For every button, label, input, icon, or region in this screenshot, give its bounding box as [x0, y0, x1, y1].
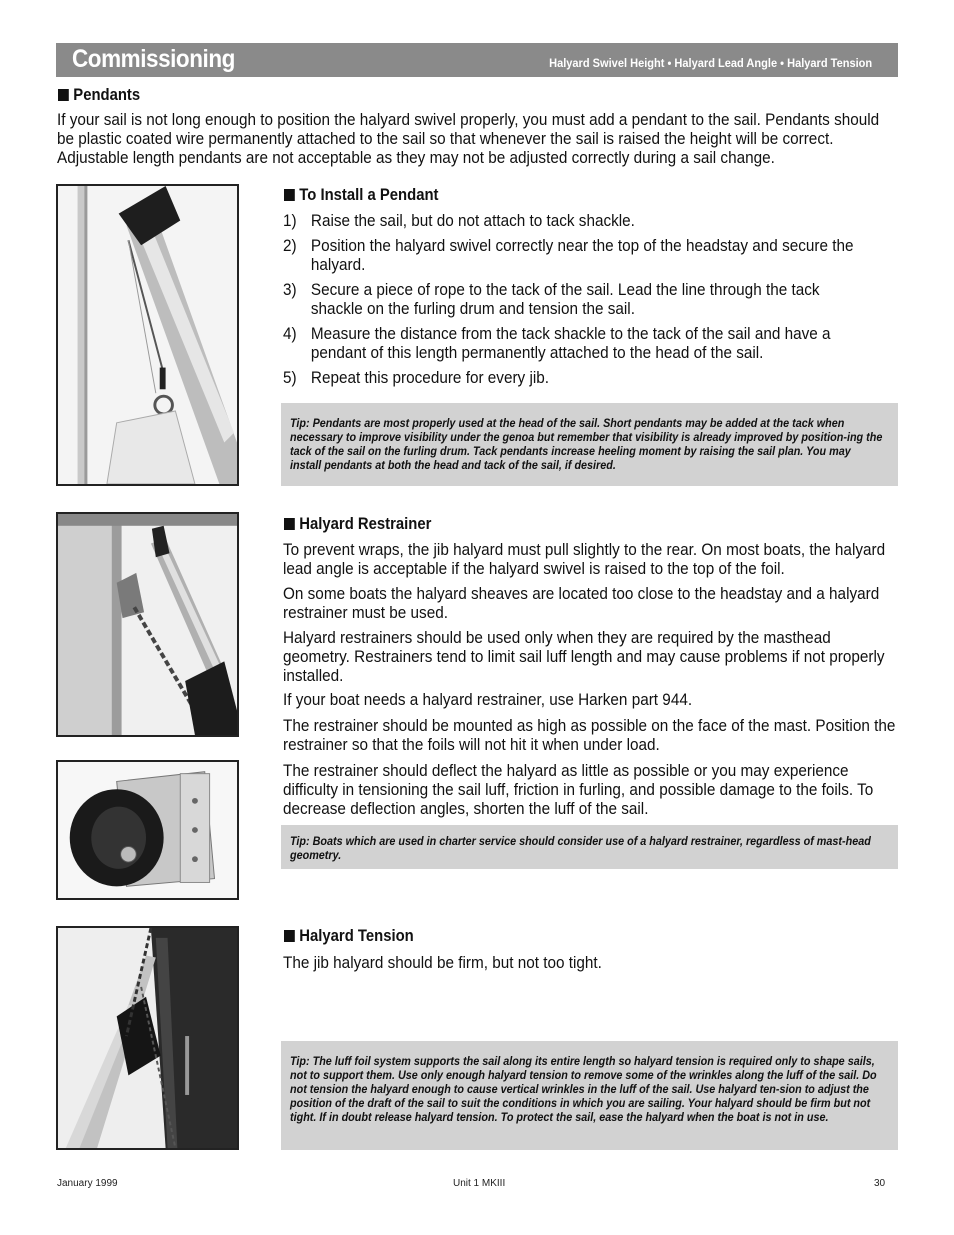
- list-item: 4) Measure the distance from the tack shackle to the tack of the sail and have a pendant of this length permanently attached to the head of the sail.: [283, 324, 831, 362]
- restrainer-tip-text: Tip: Boats which are used in charter service should consider use of a halyard restrainer, regardless of mast-head geometry.: [290, 834, 871, 862]
- tension-body: The jib halyard should be firm, but not too tight.: [283, 953, 602, 972]
- restrainer-mast-photo: [56, 512, 239, 737]
- restrainer-para-3: Halyard restrainers should be used only when they are required by the masthead geometry. Restrainers tend to limit sail luff length and may cause problems if not properly installed.: [283, 628, 885, 685]
- list-item: 3) Secure a piece of rope to the tack of the sail. Lead the line through the tack shackle on the furling drum and tension the sail.: [283, 280, 820, 318]
- restrainer-part-image: [58, 762, 237, 898]
- bullet-square-icon: [284, 518, 295, 530]
- footer-unit: Unit 1 MKIII: [453, 1178, 506, 1189]
- tension-heading: [284, 927, 414, 946]
- restrainer-tip-box: [281, 825, 898, 869]
- bullet-square-icon: [284, 930, 295, 942]
- list-item: 2) Position the halyard swivel correctly near the top of the headstay and secure the halyard.: [283, 236, 854, 274]
- install-tip-box: [281, 403, 898, 486]
- restrainer-para-6: The restrainer should deflect the halyard as little as possible or you may experience difficulty in tensioning the sail luff, friction in furling, and possible damage to the foils. To decrease deflection angles, shorten the luff of the sail.: [283, 761, 874, 818]
- restrainer-para-2: On some boats the halyard sheaves are located too close to the headstay and a halyard restrainer must be used.: [283, 584, 880, 622]
- tension-photo-image: [58, 928, 237, 1148]
- pendants-body: If your sail is not long enough to position the halyard swivel properly, you must add a pendant to the sail. Pendants should be plastic coated wire permanently attached to the sail so that whenever the sail is raised the height will be correct. Adjustable length pendants are not acceptable as they may not be adjusted correctly during a sail change.: [57, 110, 880, 167]
- footer-page-number: 30: [874, 1178, 886, 1189]
- list-item: 1) Raise the sail, but do not attach to tack shackle.: [283, 211, 635, 230]
- bullet-square-icon: [58, 89, 69, 101]
- tension-photo: [56, 926, 239, 1150]
- footer-date: January 1999: [57, 1178, 118, 1189]
- install-heading: [284, 186, 438, 205]
- bullet-square-icon: [284, 189, 295, 201]
- restrainer-para-5: The restrainer should be mounted as high as possible on the face of the mast. Position the restrainer so that the foils will not hit it when under load.: [283, 716, 896, 754]
- pendant-photo: [56, 184, 239, 486]
- page-title: Commissioning: [72, 45, 235, 73]
- restrainer-heading: [284, 515, 431, 534]
- header-bar: [56, 43, 898, 77]
- install-tip-text: Tip: Pendants are most properly used at the head of the sail. Short pendants may be added at the tack when necessary to improve visibility under the genoa but remember that visibility is already improved by position-ing the tack of the sail on the furling drum. Tack pendants increase heeling moment by raising the sail plan. You may install pendants at both the head and tack of the sail, if desired.: [290, 416, 883, 472]
- restrainer-para-1: To prevent wraps, the jib halyard must pull slightly to the rear. On most boats, the halyard lead angle is acceptable if the halyard swivel is raised to the top of the foil.: [283, 540, 886, 578]
- restrainer-mast-image: [58, 514, 237, 735]
- pendant-photo-image: [58, 186, 237, 484]
- pendants-heading: [58, 86, 140, 105]
- tension-tip-text: Tip: The luff foil system supports the sail along its entire length so halyard tension is required only to shape sails, not to support them. Use only enough halyard tension to remove some of the wrinkles along the luff of the sail. Do not tension the halyard enough to cause vertical wrinkles in the luff of the sail. Use halyard ten-sion to adjust the position of the draft of the sail to suit the conditions in which you are sailing. Your halyard should be firm but not tight. If in doubt release halyard tension. To protect the sail, ease the halyard when the boat is not in use.: [290, 1054, 877, 1124]
- install-steps: [283, 211, 859, 393]
- tension-tip-box: [281, 1041, 898, 1150]
- install-heading-label: To Install a Pendant: [299, 186, 439, 204]
- list-item: 5) Repeat this procedure for every jib.: [283, 368, 550, 387]
- restrainer-para-4: If your boat needs a halyard restrainer, use Harken part 944.: [283, 690, 693, 709]
- restrainer-heading-label: Halyard Restrainer: [299, 515, 432, 533]
- tension-heading-label: Halyard Tension: [299, 927, 414, 945]
- page-subtitle: Halyard Swivel Height • Halyard Lead Angle • Halyard Tension: [548, 56, 872, 70]
- restrainer-part-photo: [56, 760, 239, 900]
- pendants-heading-label: Pendants: [73, 86, 141, 104]
